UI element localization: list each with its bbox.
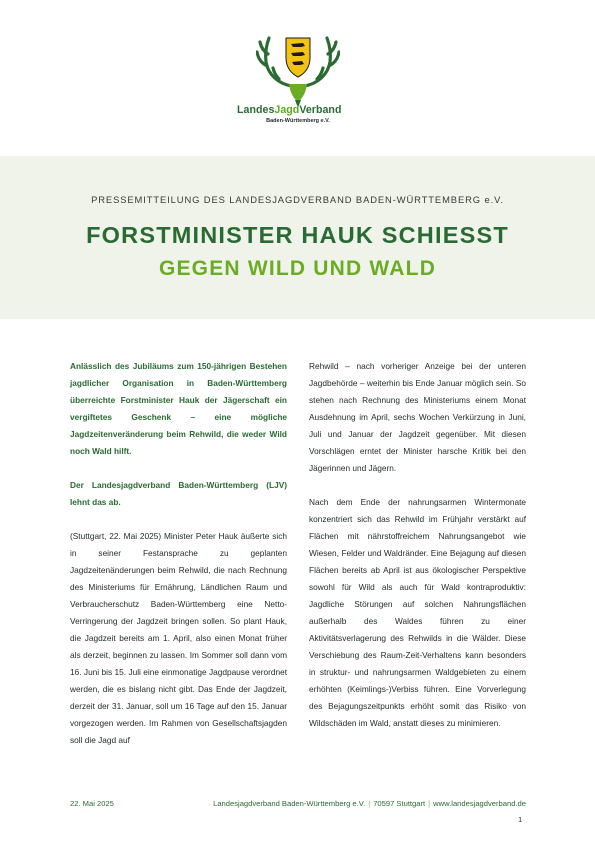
footer-org: Landesjagdverband Baden-Württemberg e.V. (213, 799, 366, 808)
footer-website-link[interactable]: www.landesjagdverband.de (433, 799, 526, 808)
brand-part-verband: Verband (299, 104, 342, 116)
footer-address: 70597 Stuttgart (373, 799, 426, 808)
footer-separator: | (428, 799, 431, 808)
body-paragraph-1: (Stuttgart, 22. Mai 2025) Minister Peter Hauk äußerte sich in seiner Festansprache zu geplanten Jagdzeitenänderungen beim Rehwild, die nach Rechnung des Ministeriums für Ernährung, Ländlichen Raum und Verbraucherschutz Baden-Württemberg eine Netto-Verringerung der Jagdzeit bringen sollen. So plant Hauk, die Jagdzeit bereits am 1. April, also einen Monat früher als derzeit, beginnen zu lassen. Im Sommer soll dann vom 16. Juni bis 15. Juli eine einmonatige Jagdpause verordnet werden, die es bislang nicht gibt. Das Ende der Jagdzeit, derzeit der 31. Januar, soll um 16 Tage auf den 15. Januar vorgezogen werden. Im Rahmen von Gesellschaftsjagden soll die Jagd auf (70, 531, 287, 745)
page-number: 1 (518, 815, 523, 824)
footer-date: 22. Mai 2025 (70, 799, 114, 808)
body-column-right (309, 358, 526, 732)
brand-part-jagd: Jagd (274, 104, 300, 116)
press-release-kicker: PRESSEMITTEILUNG DES LANDESJAGDVERBAND BADEN-WÜRTTEMBERG e.V. (91, 194, 504, 205)
brand-part-landes: Landes (237, 104, 275, 116)
headline-line-1: FORSTMINISTER HAUK SCHIESST (86, 222, 509, 248)
headline-line-2: GEGEN WILD UND WALD (158, 257, 437, 280)
lead-paragraph-2: Der Landesjagdverband Baden-Württemberg (LJV) lehnt das ab. (70, 480, 287, 507)
body-column-left (70, 358, 287, 749)
footer (70, 799, 526, 811)
footer-separator: | (368, 799, 371, 808)
body-paragraph-2: Rehwild – nach vorheriger Anzeige bei der unteren Jagdbehörde – weiterhin bis Ende Januar möglich sein. So stehen nach Rechnung des Ministeriums einem Monat Ausdehnung im April, sechs Wochen Verkürzung in Juni, Juli und Januar der Jagdzeit gegenüber. Mit diesen Vorschlägen erntet der Minister harsche Kritik bei den Jägerinnen und Jägern. (309, 361, 526, 473)
brand-wordmark (237, 104, 359, 116)
footer-contact (213, 799, 526, 808)
brand-subtitle: Baden-Württemberg e.V. (266, 118, 330, 124)
lead-paragraph: Anlässlich des Jubiläums zum 150-jährigen Bestehen jagdlicher Organisation in Baden-Württemberg überreichte Forstminister Hauk der Jägerschaft ein vergiftetes Geschenk – eine mögliche Jagdzeitenveränderung beim Rehwild, die weder Wild noch Wald hilft. (70, 361, 287, 456)
body-paragraph-3: Nach dem Ende der nahrungsarmen Wintermonate konzentriert sich das Rehwild im Frühjahr verstärkt auf Flächen mit nährstoffreichem Nahrungsangebot wie Wiesen, Felder und Waldränder. Eine Bejagung auf diesen Flächen bereits ab April ist aus ökologischer Perspektive sowohl für Wild als auch für Wald kontraproduktiv: Jagdliche Störungen auf solchen Nahrungsflächen außerhalb des Waldes führen zu einer Aktivitätsverlagerung des Rehwilds in die Wälder. Diese Verschiebung des Raum-Zeit-Verhaltens kann besonders in struktur- und nahrungsarmen Waldgebieten zu einem erhöhten (Keimlings-)Verbiss führen. Eine Vorverlegung des Bejagungszeitpunkts erhöht somit das Risiko von Wildschäden im Wald, anstatt dieses zu minimieren. (309, 497, 526, 728)
